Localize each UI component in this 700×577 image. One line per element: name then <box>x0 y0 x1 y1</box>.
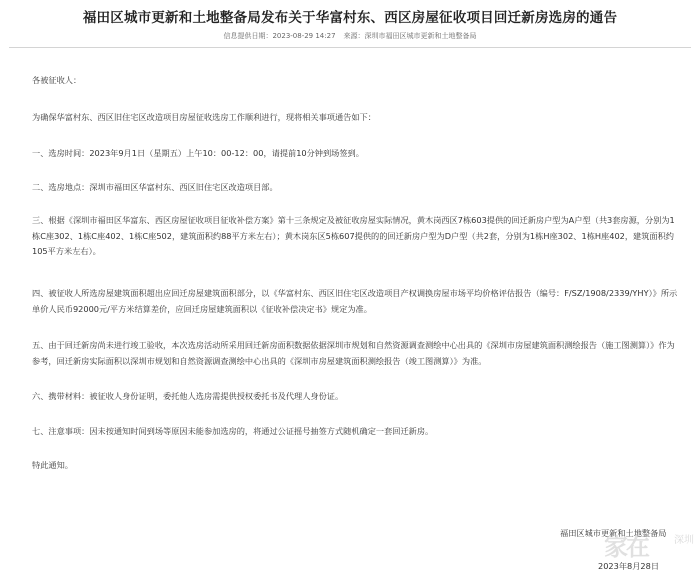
publish-date: 信息提供日期：2023-08-29 14:27 <box>223 32 336 40</box>
item-price-difference: 四、被征收人所选房屋建筑面积超出应回迁房屋建筑面积部分，以《华富村东、西区旧住宅区改造项目产权调换房屋市场平均价格评估报告（编号：F/SZ/1908/2339/YHY）》所示单价人民币92000元/平方米结算差价，应回迁房屋建筑面积以《征收补偿决定书》规定为准。 <box>32 288 678 314</box>
salutation: 各被征收人： <box>32 75 82 85</box>
signature-org: 福田区城市更新和土地整备局 <box>560 528 667 538</box>
page-title: 福田区城市更新和土地整备局发布关于华富村东、西区房屋征收项目回迁新房选房的通告 <box>82 10 618 26</box>
intro-paragraph: 为确保华富村东、西区旧住宅区改造项目房屋征收选房工作顺利进行，现将相关事项通告如下： <box>32 112 376 122</box>
signature-date: 2023年8月28日 <box>598 561 660 571</box>
watermark-logo-text: 家在 <box>604 532 648 561</box>
header-divider <box>9 47 691 48</box>
watermark-city-text: 深圳 <box>674 535 694 546</box>
source: 来源：深圳市福田区城市更新和土地整备局 <box>343 32 477 40</box>
item-unit-types: 三、根据《深圳市福田区华富东、西区房屋征收项目征收补偿方案》第十三条规定及被征收房屋实际情况，黄木岗西区7栋603提供的回迁新房户型为A户型（共3套房源，分别为1栋C座302、1栋C座402、1栋C座502，建筑面积约88平方米左右）；黄木岗东区5栋607提供的的回迁新房户型为D户型（共2套，分别为1栋H座302、1栋H座402，建筑面积约105平方米左右）。 <box>32 215 675 257</box>
article-meta <box>0 31 700 41</box>
item-location: 二、选房地点：深圳市福田区华富村东、西区旧住宅区改造项目部。 <box>32 182 278 192</box>
item-materials: 六、携带材料：被征收人身份证明，委托他人选房需提供授权委托书及代理人身份证。 <box>32 391 344 401</box>
item-time: 一、选房时间：2023年9月1日（星期五）上午10：00-12：00，请提前10分钟到场签到。 <box>32 148 364 158</box>
closing-text: 特此通知。 <box>32 460 73 470</box>
watermark-logo <box>602 525 694 567</box>
item-area-measurement: 五、由于回迁新房尚未进行竣工验收，本次选房活动所采用回迁新房面积数据依据深圳市规划和自然资源调查测绘中心出具的《深圳市房屋建筑面积测绘报告（施工图测算）》作为参考，回迁新房实际面积以深圳市规划和自然资源调查测绘中心出具的《深圳市房屋建筑面积测绘报告（竣工图测算）》为准。 <box>32 340 675 366</box>
item-notes: 七、注意事项：因未按通知时间到场等原因未能参加选房的，将通过公证摇号抽签方式随机确定一套回迁新房。 <box>32 426 434 436</box>
